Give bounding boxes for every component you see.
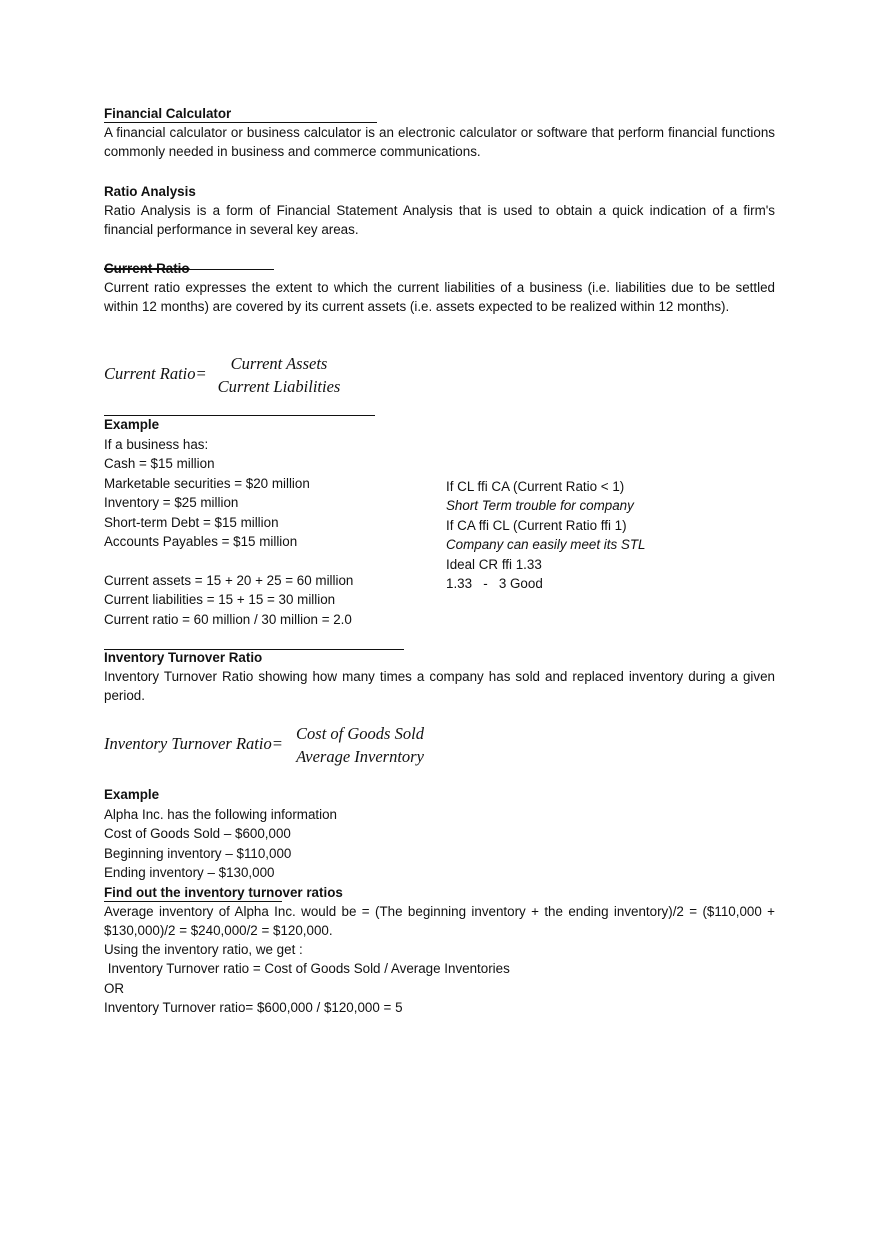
formula-lhs: Current Ratio= [104, 364, 207, 383]
heading-underline [104, 269, 274, 270]
example-line: Inventory = $25 million [104, 495, 239, 511]
example-line [104, 551, 353, 570]
solution-line: Inventory Turnover ratio= $600,000 / $120,000 = 5 [104, 1000, 403, 1016]
example-lines [104, 805, 337, 883]
note-line: If CL ffi CA (Current Ratio < 1) [446, 479, 625, 494]
solution-line: Using the inventory ratio, we get : [104, 942, 303, 957]
example-line: If a business has: [104, 437, 209, 452]
example-lines [104, 435, 353, 629]
formula-numerator: Current Assets [230, 354, 328, 373]
note-line: Ideal CR ffi 1.33 [446, 556, 542, 572]
example-line: Cost of Goods Sold – $600,000 [104, 826, 291, 842]
example-line: Current ratio = 60 million / 30 million = 2.0 [104, 611, 352, 627]
example-line: Ending inventory – $130,000 [104, 865, 275, 881]
heading-ratio-analysis: Ratio Analysis [104, 184, 196, 199]
example-line: Current liabilities = 15 + 15 = 30 million [104, 592, 336, 608]
solution-line: OR [104, 980, 125, 996]
paragraph-inventory-turnover: Inventory Turnover Ratio showing how many times a company has sold and replaced inventory during a given period. [104, 669, 775, 704]
heading-inventory-turnover: Inventory Turnover Ratio [104, 650, 263, 665]
solution-lines [104, 940, 510, 1018]
example-heading: Example [104, 417, 160, 432]
formula-lhs: Inventory Turnover Ratio= [104, 734, 283, 753]
example-line: Marketable securities = $20 million [104, 475, 310, 491]
example-line: Accounts Payables = $15 million [104, 533, 298, 549]
example-line: Short-term Debt = $15 million [104, 514, 279, 530]
example-line: Cash = $15 million [104, 456, 215, 472]
note-line: If CA ffi CL (Current Ratio ffi 1) [446, 517, 627, 533]
heading-current-ratio: Current Ratio [104, 261, 190, 276]
paragraph-financial-calculator: A financial calculator or business calculator is an electronic calculator or software that perform financial functions commonly needed in business and commerce communications. [104, 125, 775, 160]
example-heading: Example [104, 787, 160, 802]
example-line: Alpha Inc. has the following information [104, 807, 337, 822]
example-line: Beginning inventory – $110,000 [104, 845, 292, 861]
paragraph-current-ratio: Current ratio expresses the extent to which the current liabilities of a business (i.e. liabilities due to be settled within 12 months) are covered by its current assets (i.e. assets expected to be realized within 12 months). [104, 280, 775, 315]
paragraph-solution: Average inventory of Alpha Inc. would be = (The beginning inventory + the ending inventory)/2 = ($110,000 + $130,000)/2 = $240,000/2 = $120,000. [104, 904, 775, 939]
formula-denominator: Average Inverntory [296, 747, 424, 766]
paragraph-ratio-analysis: Ratio Analysis is a form of Financial Statement Analysis that is used to obtain a quick indication of a firm's financial performance in several key areas. [104, 203, 775, 238]
heading-financial-calculator: Financial Calculator [104, 106, 232, 121]
solution-line: Inventory Turnover ratio = Cost of Goods Sold / Average Inventories [104, 961, 510, 977]
formula-numerator: Cost of Goods Sold [296, 724, 424, 743]
note-line: 1.33 - 3 Good [446, 575, 543, 591]
formula-denominator: Current Liabilities [217, 377, 341, 396]
current-ratio-notes [446, 477, 645, 593]
note-line: Short Term trouble for company [446, 498, 634, 514]
example-subheading: Find out the inventory turnover ratios [104, 885, 343, 900]
note-line: Company can easily meet its STL [446, 537, 646, 553]
example-line: Current assets = 15 + 20 + 25 = 60 million [104, 572, 354, 588]
